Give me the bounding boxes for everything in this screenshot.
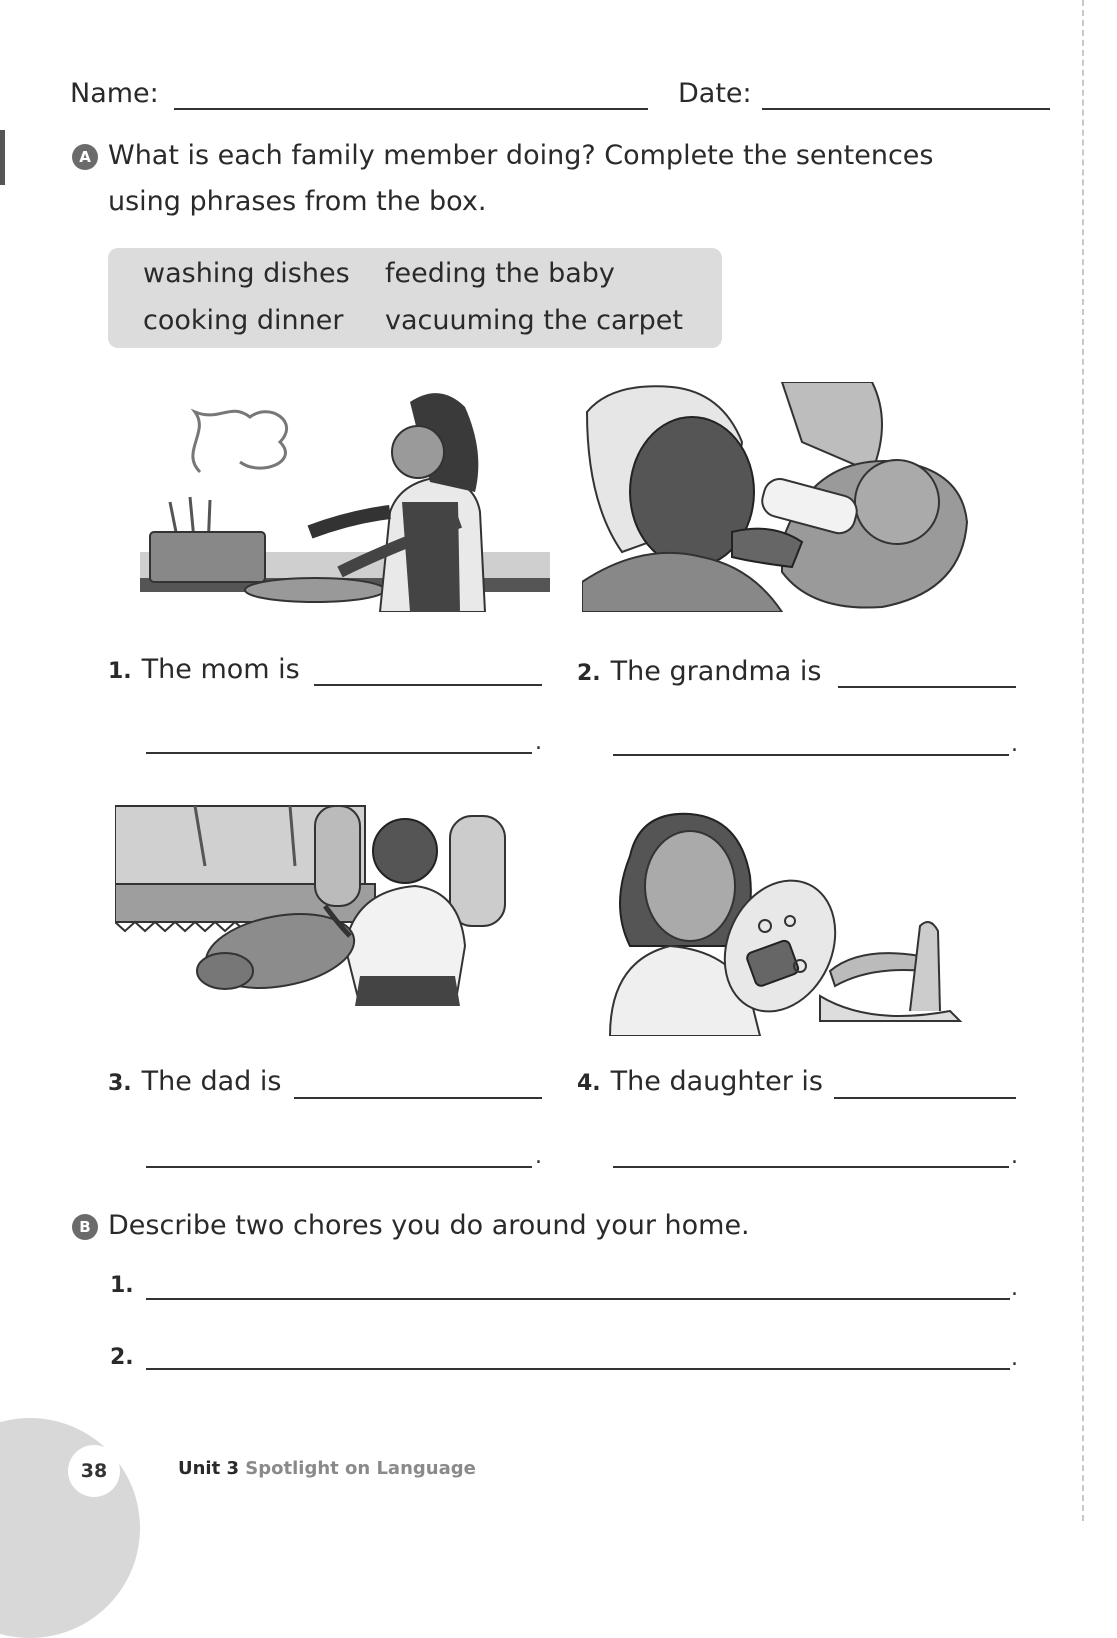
question-1-text: The mom is [141, 654, 300, 685]
phrase-box [108, 248, 722, 348]
footer-title [178, 1458, 476, 1479]
phrase-feeding-baby: feeding the baby [385, 258, 615, 289]
footer-spotlight: Spotlight on Language [245, 1458, 476, 1479]
question-2 [577, 656, 822, 687]
question-3-number: 3. [108, 1071, 132, 1096]
question-4-number: 4. [577, 1071, 601, 1096]
answer-3-period: . [535, 1144, 542, 1169]
instruction-line-1: What is each family member doing? Complete the sentences [108, 140, 934, 171]
phrase-washing-dishes: washing dishes [143, 258, 350, 289]
chore-1-period: . [1011, 1276, 1018, 1301]
name-field[interactable] [174, 108, 648, 110]
answer-4-line-a[interactable] [834, 1097, 1016, 1099]
answer-4-line-b[interactable] [613, 1166, 1009, 1168]
footer-unit: Unit 3 [178, 1458, 239, 1479]
answer-1-period: . [535, 730, 542, 755]
illustration-dad-vacuuming [115, 796, 525, 1006]
phrase-vacuuming-carpet: vacuuming the carpet [385, 305, 683, 336]
chore-item-1-number: 1. [110, 1273, 134, 1298]
question-2-text: The grandma is [610, 656, 822, 687]
illustration-daughter-washing [590, 796, 990, 1036]
chore-item-1 [110, 1268, 144, 1299]
chore-2-line[interactable] [146, 1368, 1010, 1370]
question-2-number: 2. [577, 661, 601, 686]
question-1-number: 1. [108, 659, 132, 684]
question-4-text: The daughter is [610, 1066, 823, 1097]
header-row [70, 78, 1050, 118]
chore-item-2-number: 2. [110, 1345, 134, 1370]
instruction-line-2: using phrases from the box. [108, 186, 487, 217]
illustration-grandma-feeding [582, 382, 992, 612]
chore-item-2 [110, 1340, 144, 1371]
section-a-icon: A [72, 144, 98, 170]
question-1 [108, 654, 300, 685]
date-field[interactable] [762, 108, 1050, 110]
answer-2-line-b[interactable] [613, 754, 1009, 756]
section-a-instruction [108, 133, 933, 225]
answer-4-period: . [1011, 1144, 1018, 1169]
answer-3-line-a[interactable] [294, 1097, 542, 1099]
answer-1-line-a[interactable] [314, 684, 542, 686]
cut-line-divider [1082, 0, 1084, 1521]
answer-2-period: . [1011, 732, 1018, 757]
answer-2-line-a[interactable] [838, 686, 1016, 688]
question-3 [108, 1066, 281, 1097]
section-b-icon: B [72, 1214, 98, 1240]
page-number: 38 [68, 1445, 120, 1497]
section-b-instruction: Describe two chores you do around your home. [108, 1210, 750, 1241]
question-3-text: The dad is [141, 1066, 282, 1097]
chore-1-line[interactable] [146, 1298, 1010, 1300]
page-edge-mark [0, 130, 5, 185]
illustration-mom-cooking [140, 382, 550, 612]
date-label: Date: [678, 78, 752, 109]
phrase-cooking-dinner: cooking dinner [143, 305, 344, 336]
answer-1-line-b[interactable] [146, 752, 532, 754]
name-label: Name: [70, 78, 159, 109]
chore-2-period: . [1011, 1346, 1018, 1371]
footer-circle-decoration [0, 1418, 140, 1638]
question-4 [577, 1066, 823, 1097]
answer-3-line-b[interactable] [146, 1166, 532, 1168]
